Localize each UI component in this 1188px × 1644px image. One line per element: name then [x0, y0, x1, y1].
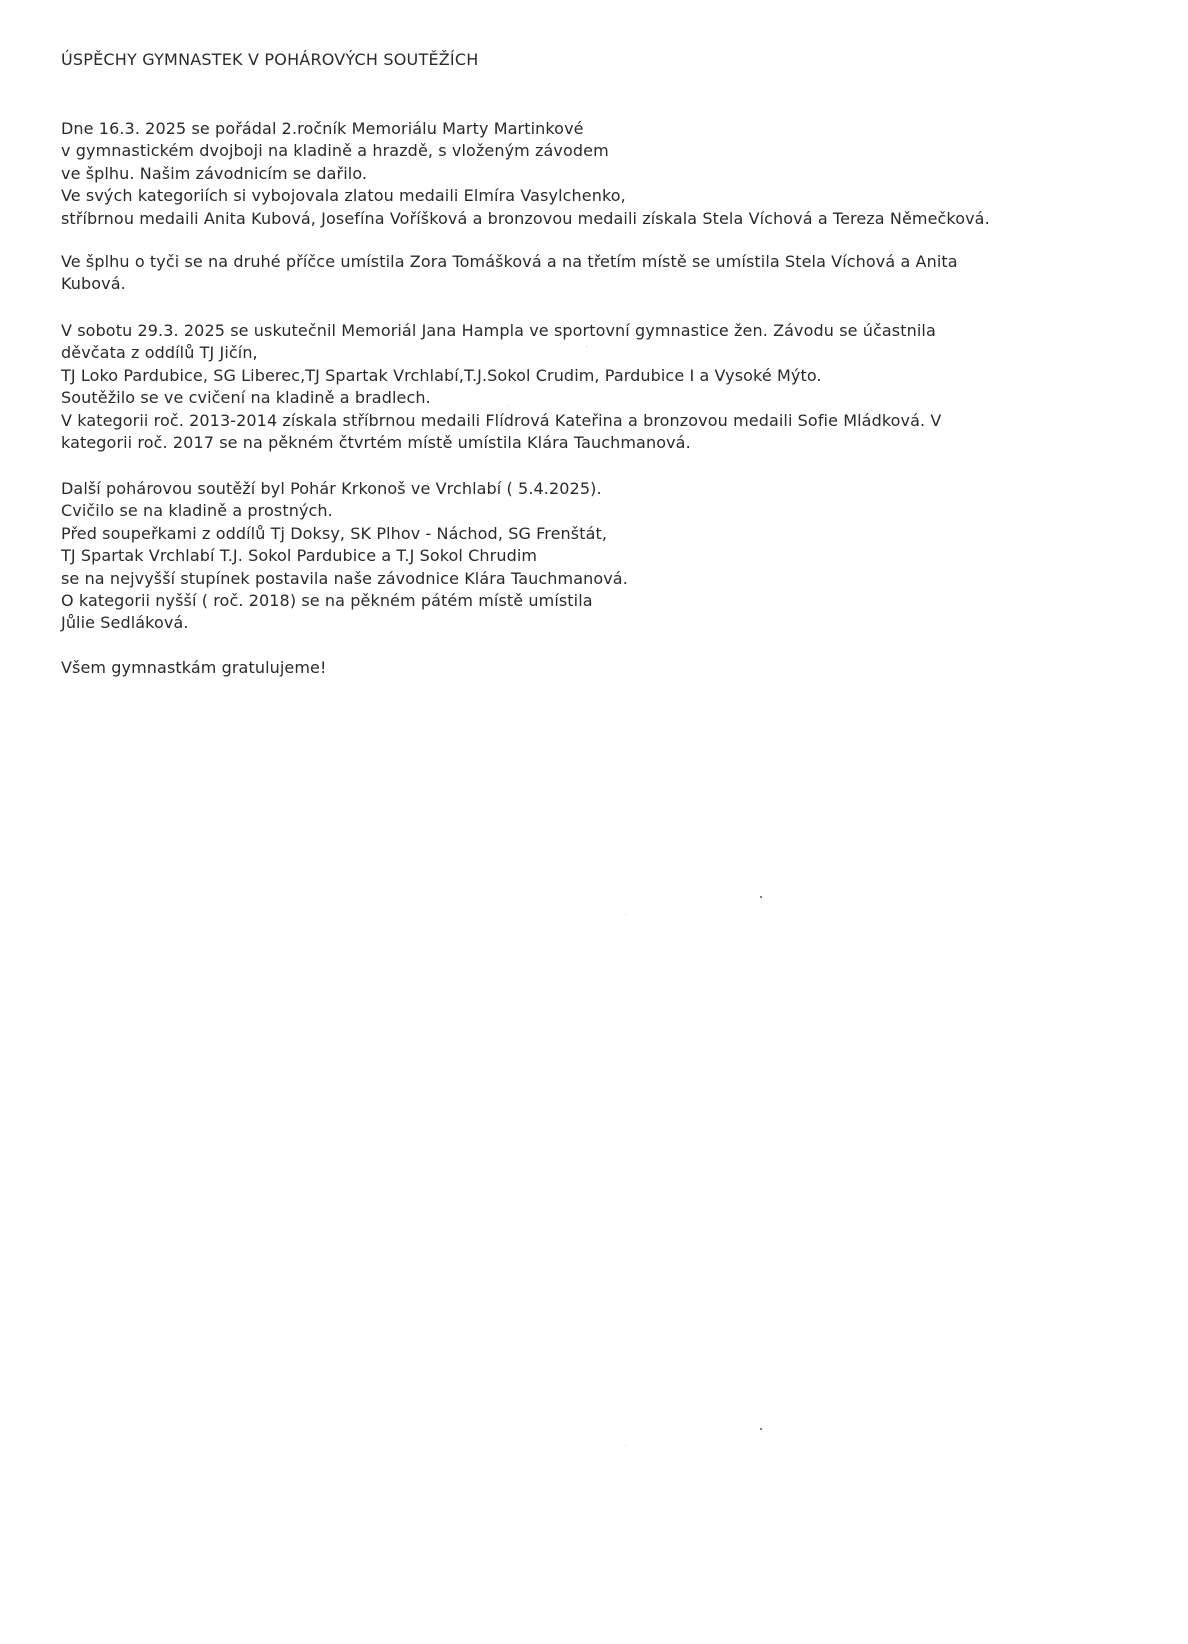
text-line: Jůlie Sedláková. — [61, 613, 189, 633]
text-line: Ve svých kategoriích si vybojovala zlatou medaili Elmíra Vasylchenko, — [61, 186, 626, 206]
text-line: Všem gymnastkám gratulujeme! — [61, 658, 327, 677]
paragraph-congratulations — [61, 657, 327, 679]
text-line: Ve šplhu o tyči se na druhé příčce umístila Zora Tomášková a na třetím místě se umístila Stela Víchová a Anita — [61, 252, 958, 271]
text-line: Cvičilo se na kladině a prostných. — [61, 501, 333, 521]
text-line: Soutěžilo se ve cvičení na kladině a bradlech. — [61, 388, 431, 408]
paragraph-memorial-martinkove — [61, 118, 990, 230]
text-line: O kategorii nyšší ( roč. 2018) se na pěkném pátém místě umístila — [61, 591, 593, 611]
text-line: v gymnastickém dvojboji na kladině a hrazdě, s vloženým závodem — [61, 141, 609, 161]
scan-speck — [760, 896, 762, 898]
text-line: kategorii roč. 2017 se na pěkném čtvrtém místě umístila Klára Tauchmanová. — [61, 433, 691, 453]
text-line: V sobotu 29.3. 2025 se uskutečnil Memoriál Jana Hampla ve sportovní gymnastice žen. Závodu se účastnila — [61, 321, 936, 340]
text-line: Kubová. — [61, 274, 126, 294]
text-line: ve šplhu. Našim závodnicím se dařilo. — [61, 163, 368, 183]
scan-speck — [586, 346, 587, 347]
text-line: Dne 16.3. 2025 se pořádal 2.ročník Memoriálu Marty Martinkové — [61, 119, 584, 138]
text-line: TJ Loko Pardubice, SG Liberec,TJ Spartak Vrchlabí,T.J.Sokol Crudim, Pardubice I a Vysoké Mýto. — [61, 365, 822, 385]
scan-speck — [625, 914, 626, 915]
scan-speck — [507, 405, 508, 406]
text-line: stříbrnou medaili Anita Kubová, Josefína Voříšková a bronzovou medaili získala Stela Víchová a Tereza Němečková. — [61, 208, 990, 228]
scan-speck — [760, 1428, 762, 1430]
paragraph-splh — [61, 251, 958, 296]
text-line: děvčata z oddílů TJ Jičín, — [61, 343, 258, 363]
text-line: Další pohárovou soutěží byl Pohár Krkonoš ve Vrchlabí ( 5.4.2025). — [61, 479, 602, 498]
text-line: V kategorii roč. 2013-2014 získala stříbrnou medaili Flídrová Kateřina a bronzovou medaili Sofie Mládková. V — [61, 410, 942, 430]
text-line: Před soupeřkami z oddílů Tj Doksy, SK Plhov - Náchod, SG Frenštát, — [61, 523, 608, 543]
document-title: ÚSPĚCHY GYMNASTEK V POHÁROVÝCH SOUTĚŽÍCH — [61, 50, 479, 69]
text-line: se na nejvyšší stupínek postavila naše závodnice Klára Tauchmanová. — [61, 568, 628, 588]
paragraph-memorial-hampla — [61, 320, 941, 454]
paragraph-pohar-krkonos — [61, 478, 628, 635]
text-line: TJ Spartak Vrchlabí T.J. Sokol Pardubice a T.J Sokol Chrudim — [61, 546, 538, 566]
scan-speck — [625, 1445, 626, 1446]
